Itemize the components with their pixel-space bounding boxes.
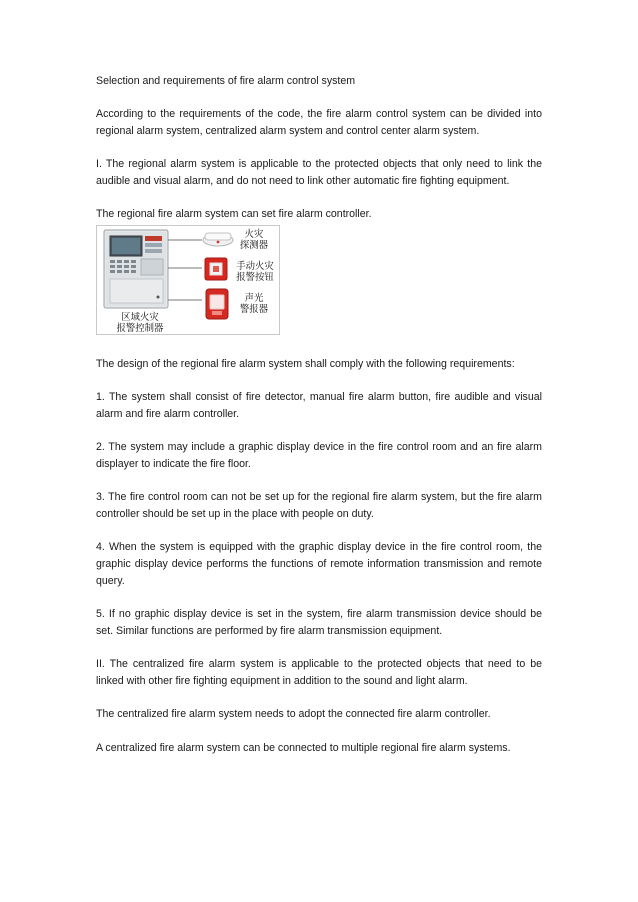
sounder-label: 声光 警报器 — [239, 292, 269, 315]
document-page — [96, 73, 542, 757]
paragraph-regional-controller: The regional fire alarm system can set fire alarm controller. — [96, 207, 372, 220]
paragraph-centralized-multiple: A centralized fire alarm system can be connected to multiple regional fire alarm systems. — [96, 741, 511, 754]
requirement-3: 3. The fire control room can not be set up for the regional fire alarm system, but the fire alarm controller should be set up in the place with people on duty. — [96, 491, 542, 521]
fire-alarm-controller-icon — [104, 230, 168, 308]
requirement-5: 5. If no graphic display device is set in the system, fire alarm transmission device should be set. Similar functions are performed by fire alarm transmission equipment. — [96, 608, 542, 638]
requirement-1: 1. The system shall consist of fire detector, manual fire alarm button, fire audible and visual alarm and fire alarm controller. — [96, 391, 542, 420]
manual-alarm-button-icon — [205, 258, 227, 280]
paragraph-design-requirements: The design of the regional fire alarm system shall comply with the following requirements: — [96, 357, 515, 370]
sounder-strobe-icon — [206, 289, 228, 319]
requirement-4: 4. When the system is equipped with the graphic display device in the fire control room, the graphic display device performs the functions of remote information transmission and remote query. — [96, 541, 542, 587]
detector-label: 火灾 探测器 — [239, 228, 269, 251]
document-title: Selection and requirements of fire alarm control system — [96, 75, 356, 87]
smoke-detector-icon — [203, 233, 233, 246]
paragraph-centralized-controller: The centralized fire alarm system needs to adopt the connected fire alarm controller. — [96, 708, 491, 721]
paragraph-regional-system: I. The regional alarm system is applicable to the protected objects that only need to link the audible and visual alarm, and do not need to link other automatic fire fighting equipment. — [96, 157, 542, 187]
regional-alarm-figure — [96, 225, 280, 335]
paragraph-centralized-system: II. The centralized fire alarm system is applicable to the protected objects that need to be linked with other fire fighting equipment in addition to the sound and light alarm. — [96, 658, 542, 688]
manual-button-label: 手动火灾 报警按钮 — [236, 260, 274, 283]
paragraph-intro: According to the requirements of the code, the fire alarm control system can be divided into regional alarm system, centralized alarm system and control center alarm system. — [96, 107, 542, 137]
controller-label: 区域火灾 报警控制器 — [116, 311, 164, 334]
requirement-2: 2. The system may include a graphic display device in the fire control room and an fire alarm displayer to indicate the fire floor. — [96, 441, 542, 470]
